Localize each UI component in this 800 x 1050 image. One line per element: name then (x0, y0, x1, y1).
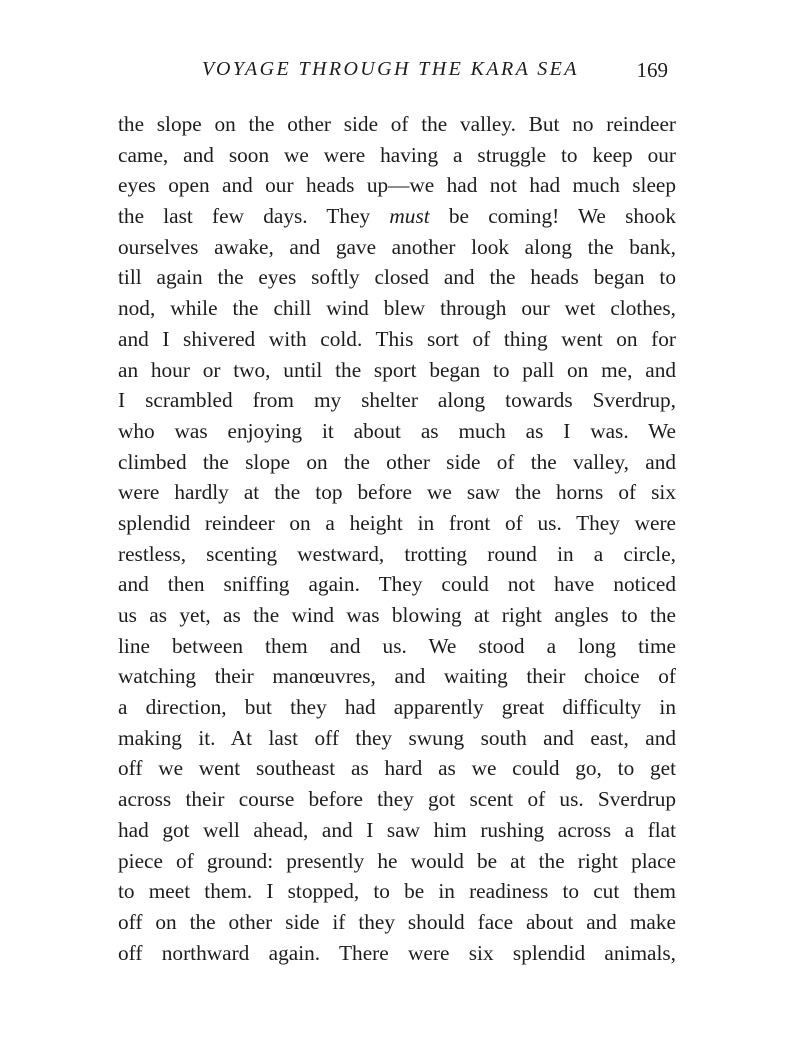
text-line: I scrambled from my shelter along towards Sverdrup, (118, 388, 676, 413)
text-line: ourselves awake, and gave another look along the bank, (118, 234, 676, 259)
text-line: watching their manœuvres, and waiting their choice of (118, 664, 676, 689)
text-line: the slope on the other side of the valley. But no reindeer (118, 112, 676, 136)
text-line: and then sniffing again. They could not have noticed (118, 572, 676, 597)
text-line: the last few days. They must be coming! We shook (118, 204, 676, 229)
text-line: were hardly at the top before we saw the horns of six (118, 480, 676, 505)
running-header (118, 58, 676, 88)
text-line: us as yet, as the wind was blowing at right angles to the (118, 603, 676, 627)
text-line: nod, while the chill wind blew through our wet clothes, (118, 296, 676, 321)
text-line: making it. At last off they swung south and east, and (118, 725, 676, 750)
text-line: line between them and us. We stood a long time (118, 633, 676, 658)
text-line: till again the eyes softly closed and the heads began to (118, 265, 676, 290)
text-line: off we went southeast as hard as we could go, to get (118, 756, 676, 781)
text-line: eyes open and our heads up—we had not had much sleep (118, 173, 676, 198)
text-line: who was enjoying it about as much as I was. We (118, 418, 676, 443)
text-line: climbed the slope on the other side of the valley, and (118, 449, 676, 474)
page-number: 169 (636, 58, 668, 82)
text-line: an hour or two, until the sport began to pall on me, and (118, 357, 676, 382)
text-line: off northward again. There were six splendid animals, (118, 940, 676, 965)
text-line: restless, scenting westward, trotting round in a circle, (118, 541, 676, 566)
emphasis-text: must (389, 204, 430, 229)
running-title: VOYAGE THROUGH THE KARA SEA (202, 58, 579, 80)
text-line: a direction, but they had apparently great difficulty in (118, 695, 676, 720)
text-line: and I shivered with cold. This sort of thing went on for (118, 326, 676, 351)
text-line: off on the other side if they should face about and make (118, 909, 676, 934)
text-line: to meet them. I stopped, to be in readiness to cut them (118, 879, 676, 904)
body-text (118, 109, 676, 968)
text-line: across their course before they got scent of us. Sverdrup (118, 787, 676, 812)
text-line: had got well ahead, and I saw him rushing across a flat (118, 817, 676, 842)
text-line: came, and soon we were having a struggle to keep our (118, 142, 676, 167)
text-line: piece of ground: presently he would be at the right place (118, 848, 676, 873)
text-line: splendid reindeer on a height in front of us. They were (118, 510, 676, 535)
